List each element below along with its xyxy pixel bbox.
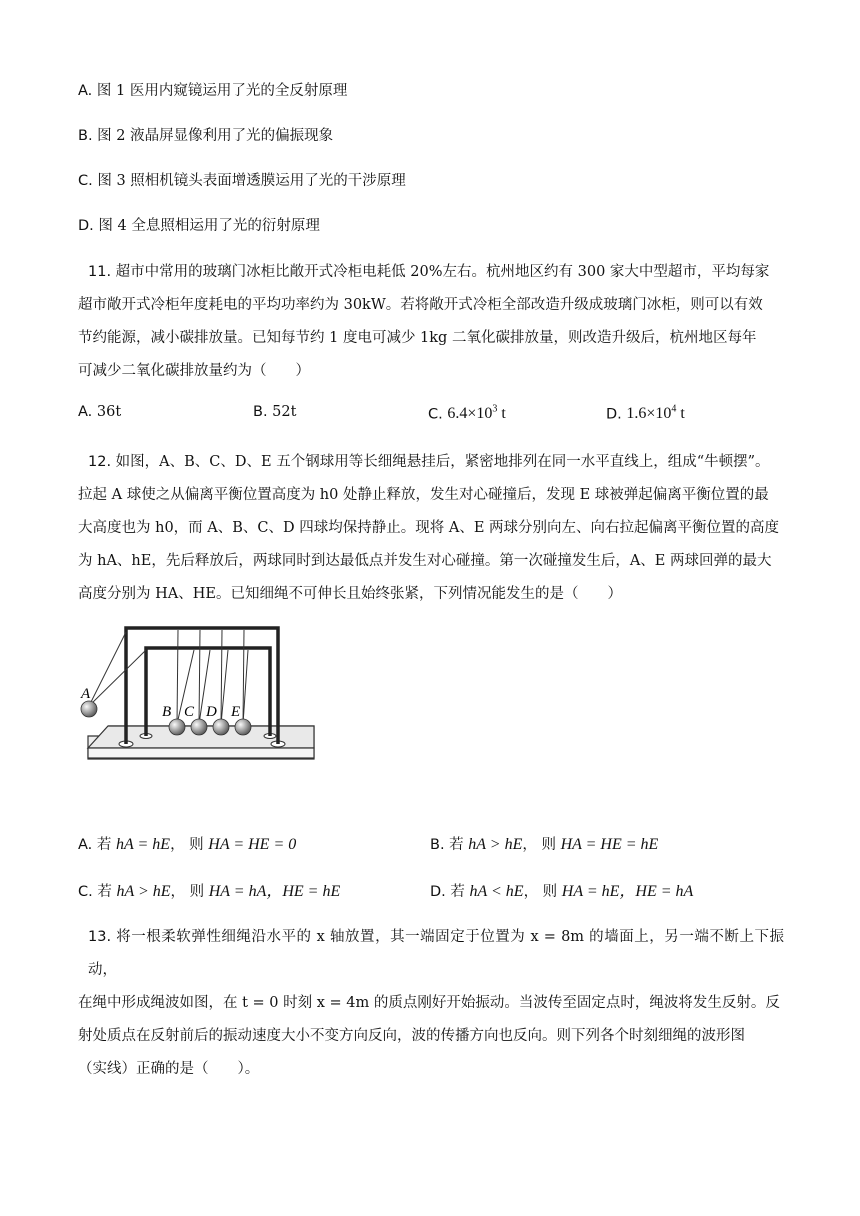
label-b: B bbox=[162, 704, 172, 720]
question-11 bbox=[78, 256, 784, 388]
q11-option-c: C. $6.4\times 10^3$ t bbox=[428, 404, 506, 423]
label-e: E bbox=[231, 704, 241, 720]
q12-option-a: A. 若 hA = hE， 则 HA = HE = 0 bbox=[78, 836, 297, 853]
question-text-line: 射处质点在反射前后的振动速度大小不变方向反向，波的传播方向也反向。则下列各个时刻细绳的波形图 bbox=[78, 1028, 745, 1044]
question-number: 12. bbox=[88, 454, 112, 470]
ball-a bbox=[81, 701, 97, 717]
q12-option-d: D. 若 hA < hE， 则 HA = hE，HE = hA bbox=[430, 883, 694, 900]
question-text-line: 高度分别为 HA、HE。已知细绳不可伸长且始终张紧，下列情况能发生的是（ ） bbox=[78, 586, 622, 602]
question-text-line: 节约能源，减小碳排放量。已知每节约 1 度电可减少 1kg 二氧化碳排放量，则改造升级后，杭州地区每年 bbox=[78, 330, 757, 346]
label-d: D bbox=[206, 704, 217, 720]
question-text-line: 为 hA、hE，先后释放后，两球同时到达最低点并发生对心碰撞。第一次碰撞发生后，A、E 两球回弹的最大 bbox=[78, 553, 772, 569]
q11-option-a: A. 36t bbox=[78, 404, 122, 420]
question-number: 13. bbox=[88, 929, 112, 945]
q12-option-b: B. 若 hA > hE， 则 HA = HE = hE bbox=[430, 836, 659, 853]
newtons-cradle-figure bbox=[78, 620, 328, 770]
question-text-line: 可减少二氧化碳排放量约为（ ） bbox=[78, 363, 310, 379]
ball-b bbox=[169, 719, 185, 735]
q11-option-d: D. $1.6\times 10^4$ t bbox=[606, 404, 685, 423]
question-12-options-row1 bbox=[78, 833, 784, 857]
question-text-line: 如图，A、B、C、D、E 五个钢球用等长细绳悬挂后，紧密地排列在同一水平直线上，组成“牛顿摆”。 bbox=[115, 454, 770, 470]
q12-option-c: C. 若 hA > hE， 则 HA = hA，HE = hE bbox=[78, 883, 341, 900]
label-a: A bbox=[81, 686, 91, 702]
question-text-line: （实线）正确的是（ ）。 bbox=[78, 1061, 260, 1077]
question-text-line: 将一根柔软弹性细绳沿水平的 x 轴放置，其一端固定于位置为 x = 8m 的墙面上，另一端不断上下振动， bbox=[88, 929, 784, 978]
prev-option-c: C. 图 3 照相机镜头表面增透膜运用了光的干涉原理 bbox=[78, 173, 406, 189]
question-12-options-row2 bbox=[78, 878, 784, 902]
ball-c bbox=[191, 719, 207, 735]
question-text-line: 超市中常用的玻璃门冰柜比敞开式冷柜电耗低 20%左右。杭州地区约有 300 家大中型超市，平均每家 bbox=[115, 264, 770, 280]
q11-option-b: B. 52t bbox=[253, 404, 297, 420]
prev-option-a: A. 图 1 医用内窥镜运用了光的全反射原理 bbox=[78, 83, 348, 99]
question-11-options bbox=[78, 404, 784, 428]
prev-option-d: D. 图 4 全息照相运用了光的衍射原理 bbox=[78, 218, 320, 234]
label-c: C bbox=[184, 704, 195, 720]
question-13 bbox=[78, 921, 784, 1086]
question-text-line: 超市敞开式冷柜年度耗电的平均功率约为 30kW。若将敞开式冷柜全部改造升级成玻璃门冰柜，则可以有效 bbox=[78, 297, 763, 313]
question-text-line: 拉起 A 球使之从偏离平衡位置高度为 h0 处静止释放，发生对心碰撞后，发现 E 球被弹起偏离平衡位置的最 bbox=[78, 487, 769, 503]
question-number: 11. bbox=[88, 264, 112, 280]
prev-option-b: B. 图 2 液晶屏显像利用了光的偏振现象 bbox=[78, 128, 334, 144]
ball-d bbox=[213, 719, 229, 735]
question-text-line: 在绳中形成绳波如图，在 t = 0 时刻 x = 4m 的质点刚好开始振动。当波传至固定点时，绳波将发生反射。反 bbox=[78, 995, 780, 1011]
ball-e bbox=[235, 719, 251, 735]
question-text-line: 大高度也为 h0，而 A、B、C、D 四球均保持静止。现将 A、E 两球分别向左、向右拉起偏离平衡位置的高度 bbox=[78, 520, 780, 536]
question-12 bbox=[78, 446, 784, 611]
